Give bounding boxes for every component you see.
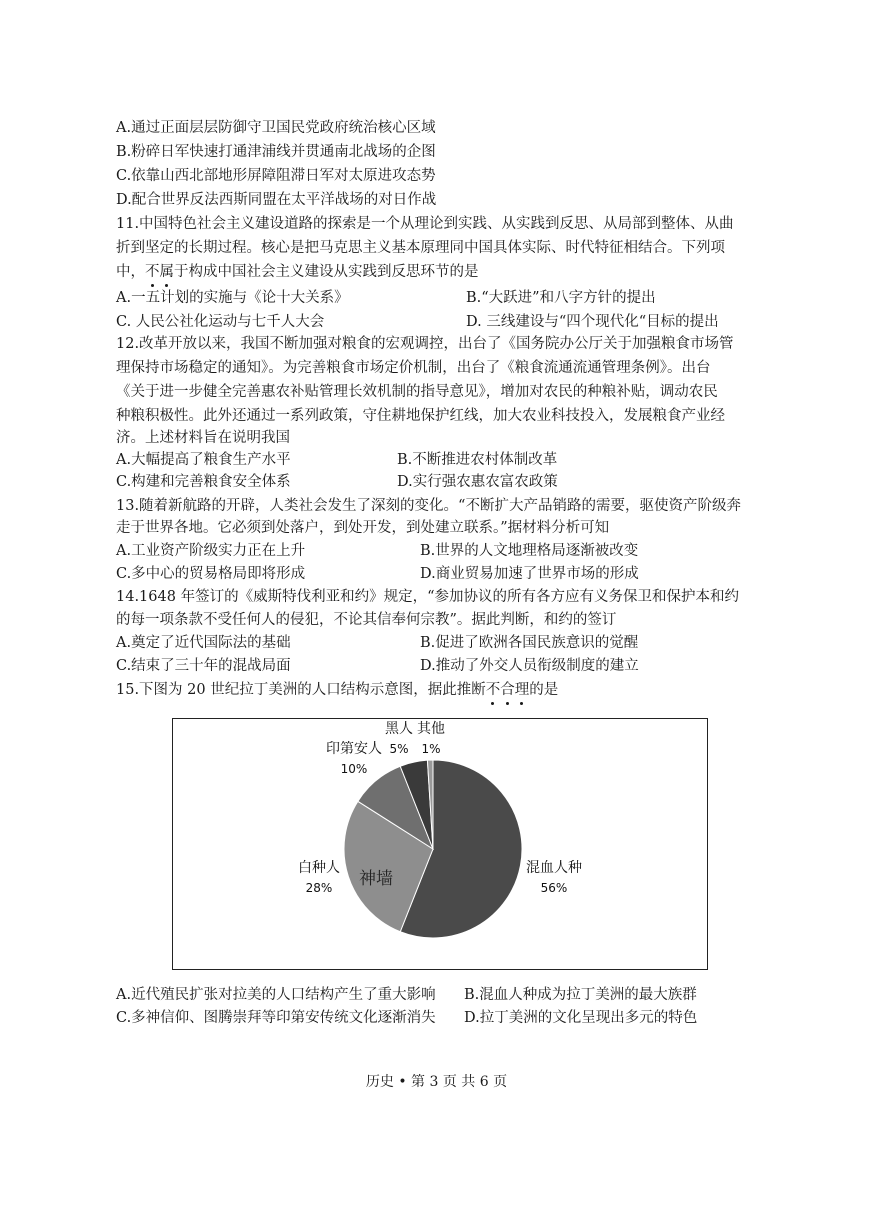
q12-stem-line1: 12.改革开放以来，我国不断加强对粮食的宏观调控，出台了《国务院办公厅关于加强粮食市场管 — [116, 336, 734, 352]
pie-watermark: 神墙 — [359, 869, 393, 889]
q12-option-a: A.大幅提高了粮食生产水平 — [116, 452, 291, 468]
pie-chart-svg — [173, 719, 709, 971]
q15-stem-pre: 15.下图为 20 世纪拉丁美洲的人口结构示意图，据此推断 — [116, 682, 486, 698]
q11-stem-pre: 中， — [116, 264, 145, 280]
q12-option-b: B.不断推进农村体制改革 — [397, 452, 558, 468]
q15-stem-post: 的是 — [529, 682, 559, 698]
q12-option-c: C.构建和完善粮食安全体系 — [116, 474, 291, 490]
q14-option-a: A.奠定了近代国际法的基础 — [116, 635, 291, 651]
q12-stem-line3: 《关于进一步健全完善惠农补贴管理长效机制的指导意见》，增加对农民的种粮补贴，调动农民 — [116, 384, 718, 400]
q12-stem-line5: 济。上述材料旨在说明我国 — [116, 430, 290, 446]
q10-option-d: D.配合世界反法西斯同盟在太平洋战场的对日作战 — [116, 192, 437, 208]
q10-option-c: C.依靠山西北部地形屏障阻滞日军对太原进攻态势 — [116, 168, 436, 184]
q14-option-b: B.促进了欧洲各国民族意识的觉醒 — [420, 635, 639, 651]
q15-option-a: A.近代殖民扩张对拉美的人口结构产生了重大影响 — [116, 987, 436, 1003]
q13-option-a: A.工业资产阶级实力正在上升 — [116, 543, 306, 559]
q15-option-b: B.混血人种成为拉丁美洲的最大族群 — [464, 987, 697, 1003]
pie-label-name-5: 其他 — [417, 721, 445, 737]
q15-option-d: D.拉丁美洲的文化呈现出多元的特色 — [464, 1010, 698, 1026]
q11-stem-line1: 11.中国特色社会主义建设道路的探索是一个从理论到实践、从实践到反思、从局部到整体、从曲 — [116, 216, 734, 232]
pie-label-value-2: 28% — [305, 881, 333, 895]
q13-stem-line1: 13.随着新航路的开辟，人类社会发生了深刻的变化。“不断扩大产品销路的需要，驱使资产阶级奔 — [116, 498, 741, 514]
q11-option-b: B.“大跃进”和八字方针的提出 — [466, 290, 656, 306]
q12-stem-line4: 种粮积极性。此外还通过一系列政策，守住耕地保护红线，加大农业科技投入，发展粮食产业经 — [116, 408, 725, 424]
q14-stem-line2: 的每一项条款不受任何人的侵犯，不论其信奉何宗教”。据此判断，和约的签订 — [116, 612, 617, 628]
q15-emphasis-char-3: 理 — [514, 682, 530, 698]
pie-label-name-3: 印第安人 — [326, 741, 382, 757]
q11-option-d: D. 三线建设与“四个现代化“目标的提出 — [466, 314, 719, 330]
pie-label-name-2: 白种人 — [298, 860, 340, 876]
q15-option-c: C.多神信仰、图腾崇拜等印第安传统文化逐渐消失 — [116, 1010, 436, 1026]
q11-stem-post: 于构成中国社会主义建设从实践到反思环节的是 — [174, 264, 479, 280]
pie-label-value-4: 5% — [389, 742, 409, 756]
population-pie-chart — [172, 718, 708, 970]
page-footer: 历史 • 第 3 页 共 6 页 — [365, 1074, 508, 1090]
q11-stem-line2: 折到坚定的长期过程。核心是把马克思主义基本原理同中国具体实际、时代特征相结合。下列项 — [116, 240, 725, 256]
pie-label-value-5: 1% — [421, 742, 441, 756]
q10-option-a: A.通过正面层层防御守卫国民党政府统治核心区域 — [116, 120, 436, 136]
pie-label-value-1: 56% — [540, 881, 568, 895]
q13-option-b: B.世界的人文地理格局逐渐被改变 — [420, 543, 639, 559]
q11-option-c: C. 人民公社化运动与七千人大会 — [116, 314, 325, 330]
q14-option-d: D.推动了外交人员衔级制度的建立 — [420, 658, 639, 674]
q11-option-a: A.一五计划的实施与《论十大关系》 — [116, 290, 349, 306]
q15-stem — [116, 680, 558, 700]
q15-emphasis-char-1: 不 — [485, 682, 501, 698]
q11-emphasis-char-2: 属 — [159, 264, 174, 280]
q14-stem-line1: 14.1648 年签订的《威斯特伐利亚和约》规定，“参加协议的所有各方应有义务保卫和保护本和约 — [116, 589, 739, 605]
q15-emphasis-char-2: 合 — [500, 682, 515, 698]
q12-stem-line2: 理保持市场稳定的通知》。为完善粮食市场定价机制，出台了《粮食流通流通管理条例》。出台 — [116, 360, 711, 376]
q12-option-d: D.实行强农惠农富农政策 — [397, 474, 558, 490]
q13-stem-line2: 走于世界各地。它必须到处落户，到处开发，到处建立联系。”据材料分析可知 — [116, 520, 610, 536]
q13-option-c: C.多中心的贸易格局即将形成 — [116, 566, 306, 582]
q14-option-c: C.结束了三十年的混战局面 — [116, 658, 291, 674]
q11-stem-line3 — [116, 262, 479, 282]
q11-emphasis-char-1: 不 — [145, 264, 160, 280]
pie-label-name-1: 混血人种 — [526, 860, 582, 876]
q13-option-d: D.商业贸易加速了世界市场的形成 — [420, 566, 639, 582]
pie-label-name-4: 黑人 — [385, 721, 413, 737]
pie-label-value-3: 10% — [340, 762, 368, 776]
q10-option-b: B.粉碎日军快速打通津浦线并贯通南北战场的企图 — [116, 144, 436, 160]
